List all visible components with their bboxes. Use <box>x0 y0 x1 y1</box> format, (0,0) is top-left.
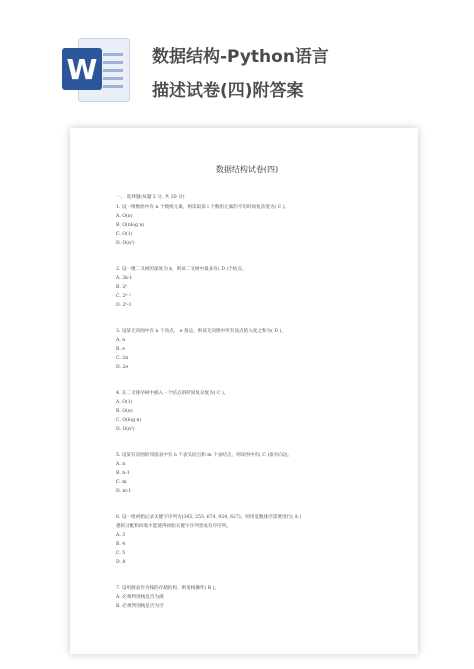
question-stem: 趟的分配和回收才能使得初始关键字序列变成有序序列。 <box>116 524 231 529</box>
answer-option: A. n <box>116 462 126 467</box>
answer-option: B. e <box>116 347 126 352</box>
answer-option: D. 8 <box>116 560 126 565</box>
question-list <box>116 203 398 611</box>
question-stem: 2. 设一棵二叉树的深度为 k，则该二叉树中最多有( D )个结点。 <box>116 267 247 272</box>
question-item <box>116 203 398 248</box>
question-stem: 4. 在二叉排序树中插入一个结点的时间复杂度为( C )。 <box>116 391 229 396</box>
answer-option: D. O(n²) <box>116 427 135 432</box>
question-stem: 7. 设用链表作为栈的存储结构，则退栈操作( B )。 <box>116 586 220 591</box>
answer-option: A. 必须判别栈是否为满 <box>116 595 164 600</box>
question-stem: 1. 设一维数组中有 n 个数组元素，则读取第 i 个数组元素的平均时间复杂度为( C )。 <box>116 205 290 210</box>
document-title-line-1: 数据结构-Python语言 <box>152 47 329 67</box>
question-item <box>116 389 398 434</box>
section-heading: 一、 选择题(每题 2 分, 共 20 分) <box>116 195 185 200</box>
document-title <box>152 40 392 108</box>
answer-option: A. n <box>116 338 126 343</box>
question-stem: 5. 设某有向图的邻接表中有 n 个表头结点和 m 个表结点，则该图中有( C )条有向边。 <box>116 453 293 458</box>
answer-option: C. m <box>116 480 127 485</box>
answer-option: B. O(nlog n) <box>116 223 145 228</box>
document-page-preview <box>70 128 418 654</box>
word-badge: W <box>62 48 102 90</box>
question-item <box>116 451 398 496</box>
answer-option: A. O(n) <box>116 214 133 219</box>
answer-option: D. 2e <box>116 365 129 370</box>
answer-option: C. O(1) <box>116 232 133 237</box>
answer-option: B. O(n) <box>116 409 133 414</box>
answer-option: A. 3 <box>116 533 126 538</box>
answer-option: B. 必须判别栈是否为空 <box>116 604 164 609</box>
answer-option: D. 2ᵏ-1 <box>116 303 132 308</box>
document-header <box>0 0 474 120</box>
question-item <box>116 327 398 372</box>
question-item <box>116 584 398 611</box>
exam-title: 数据结构试卷(四) <box>215 165 279 174</box>
answer-option: A. O(1) <box>116 400 133 405</box>
document-title-line-2: 描述试卷(四)附答案 <box>152 81 304 101</box>
answer-option: D. O(n²) <box>116 241 135 246</box>
answer-option: C. 5 <box>116 551 126 556</box>
answer-option: B. 2ᵏ <box>116 285 127 290</box>
answer-option: C. O(log n) <box>116 418 142 423</box>
question-item <box>116 265 398 310</box>
answer-option: D. m-1 <box>116 489 132 494</box>
question-stem: 3. 设某无向图中有 n 个顶点、 e 条边，则该无向图中所有顶点的入度之和为( D )。 <box>116 329 286 334</box>
answer-option: B. n-1 <box>116 471 130 476</box>
question-stem: 6. 设一组初始记录关键字序列为(345, 253, 674, 924, 627)，则用基数排序需要进行( A ) <box>116 515 302 520</box>
word-icon <box>62 34 132 110</box>
answer-option: B. 4 <box>116 542 126 547</box>
answer-option: C. 2n <box>116 356 129 361</box>
question-item <box>116 513 398 567</box>
answer-option: C. 2ᵏ⁻¹ <box>116 294 132 299</box>
answer-option: A. 2k-1 <box>116 276 133 281</box>
